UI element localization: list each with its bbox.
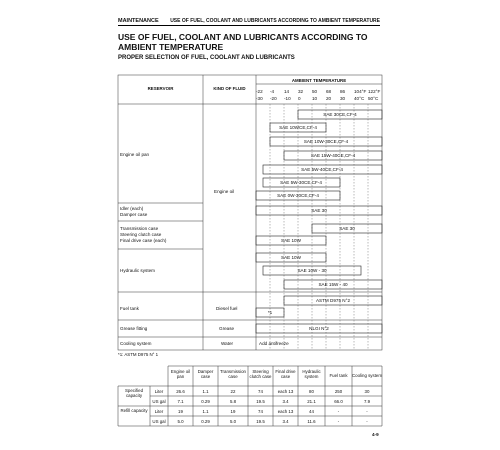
range-sae-30-transmission: SAE 30	[339, 226, 355, 231]
range-sae-30-cf4: SAE 30CE,CF-4	[323, 112, 357, 117]
col-kind-of-fluid: KIND OF FLUID	[213, 86, 246, 91]
page-title	[118, 32, 418, 52]
kind-diesel-fuel: Diesel fuel	[216, 306, 238, 311]
kind-engine-oil: Engine oil	[214, 189, 235, 194]
temp-c-0: -30	[256, 96, 263, 101]
cap-header-steering-clutch-case: Steering clutch case	[249, 369, 272, 379]
cap-header-fuel-tank: Fuel tank	[329, 373, 348, 378]
cap-cell: -	[366, 419, 368, 424]
cap-header-hydraulic-system: Hydraulic system	[302, 369, 321, 379]
reservoir-cooling-system: Cooling system	[120, 341, 152, 346]
cap-cell: 5.8	[229, 399, 237, 404]
temp-f-0: -22	[256, 89, 263, 94]
temp-c-7: 40°C	[354, 96, 365, 101]
cap-cell: 22	[230, 389, 236, 394]
cap-unit-r0: Liter	[154, 389, 164, 394]
cap-cell: 7.9	[363, 399, 371, 404]
cap-cell: 1.1	[202, 409, 209, 414]
range-sae-0w30-cf4: SAE 0W-30CE,CF-4	[277, 193, 319, 198]
section-label: MAINTENANCE	[118, 18, 159, 24]
cap-cell: 80	[309, 389, 314, 394]
cap-cell: 5.0	[177, 419, 184, 424]
page-subtitle: PROPER SELECTION OF FUEL, COOLANT AND LUBRICANTS	[118, 55, 295, 61]
temp-f-6: 86	[340, 89, 346, 94]
range-sae-10w30-hydraulic: SAE 10W - 30	[297, 268, 327, 273]
cap-unit-r2: Liter	[154, 409, 164, 414]
cap-cell: 74	[258, 409, 263, 414]
cap-cell: 26.6	[176, 389, 185, 394]
range-sae-15w40-hydraulic: SAE 15W - 40	[318, 282, 348, 287]
reservoir-fuel-tank: Fuel tank	[120, 306, 139, 311]
cap-cell: -	[337, 419, 340, 424]
temp-c-6: 30	[340, 96, 346, 101]
reservoir-final-drive-case: Final drive case (each)	[120, 238, 167, 243]
cap-unit-r1: US gal	[152, 399, 166, 404]
range-add-antifreeze: Add antifreeze	[259, 341, 289, 346]
cap-cell: 19	[230, 409, 236, 414]
temp-f-1: -4	[270, 89, 275, 94]
temp-c-5: 20	[326, 96, 332, 101]
cap-cell: 11.6	[307, 419, 316, 424]
temp-f-8: 122°F	[368, 89, 381, 94]
cap-header-final-drive-case: Final drive case	[275, 369, 296, 379]
cap-header-damper-case: Damper case	[197, 369, 214, 379]
reservoir-grease-fitting: Grease fitting	[120, 326, 148, 331]
cap-header-engine-oil-pan: Engine oil pan	[170, 369, 191, 379]
temp-c-4: 10	[312, 96, 318, 101]
reservoir-steering-clutch-case: Steering clutch case	[120, 232, 162, 237]
cap-unit-r3: US gal	[152, 419, 166, 424]
cap-cell: 21.1	[307, 399, 316, 404]
range-astm-d975-no1-note: *1	[267, 310, 273, 315]
cap-cell: each 13	[277, 409, 294, 414]
cap-header-cooling-system: Cooling system	[352, 373, 383, 378]
cap-cell: 30	[364, 389, 370, 394]
cap-cell: 5.0	[229, 419, 237, 424]
cap-cell: each 13	[277, 389, 294, 394]
cap-cell: 74	[258, 389, 263, 394]
cap-group-refill: Refill capacity	[120, 408, 148, 413]
cap-cell: 3.4	[282, 419, 289, 424]
col-reservoir: RESERVOIR	[147, 86, 174, 91]
cap-cell: -	[366, 409, 368, 414]
temp-f-2: 14	[284, 89, 290, 94]
cap-cell: 0.29	[201, 399, 210, 404]
cap-cell: 19.5	[256, 419, 265, 424]
reservoir-damper-case: Damper case	[120, 212, 148, 217]
title-line-2: AMBIENT TEMPERATURE	[118, 42, 224, 52]
cap-cell: 19.5	[256, 399, 265, 404]
reservoir-engine-oil-pan: Engine oil pan	[120, 152, 150, 157]
temp-f-7: 104°F	[354, 89, 367, 94]
range-sae-10w30-cf4: SAE 10W-30CE,CF-4	[303, 139, 349, 144]
kind-water: Water	[221, 341, 234, 346]
temp-c-2: -10	[284, 96, 291, 101]
cap-cell: 66.0	[334, 399, 343, 404]
temp-c-3: 0	[298, 96, 301, 101]
range-sae-5w40-cf4: SAE 5W-40CE,CF-4	[301, 167, 343, 172]
cap-cell: 1.1	[202, 389, 209, 394]
page-header	[118, 14, 380, 26]
reservoir-idler: Idler (each)	[120, 206, 144, 211]
title-line-1: USE OF FUEL, COOLANT AND LUBRICANTS ACCORDING TO	[118, 32, 368, 42]
range-nlgi-no2: NLGI N°2	[309, 326, 329, 331]
cap-cell: 7.1	[177, 399, 184, 404]
cap-header-transmission-case: Transmission case	[220, 369, 246, 379]
range-astm-d975-no2: ASTM D975 N°2	[315, 298, 351, 303]
range-sae-5w30-cf4: SAE 5W-30CE,CF-4	[280, 180, 322, 185]
cap-cell: -	[337, 409, 340, 414]
reservoir-transmission-case: Transmission case	[120, 226, 159, 231]
range-sae-30-damper: SAE 30	[311, 208, 327, 213]
temp-c-1: -20	[270, 96, 277, 101]
cap-group-specified: Specified capacity	[124, 388, 144, 398]
temp-f-4: 50	[312, 89, 318, 94]
temp-c-8: 50°C	[368, 96, 379, 101]
range-sae-10w-hydraulic: SAE 10W	[281, 255, 301, 260]
cap-cell: 3.4	[282, 399, 289, 404]
cap-cell: 0.29	[201, 419, 210, 424]
range-sae-10w-transmission: SAE 10W	[281, 238, 301, 243]
temp-f-3: 32	[298, 89, 304, 94]
header-title: USE OF FUEL, COOLANT AND LUBRICANTS ACCORDING TO AMBIENT TEMPERATURE	[170, 18, 380, 24]
footnote: *1: ASTM D975 N° 1	[118, 352, 159, 357]
page-number: 4-9	[372, 432, 379, 437]
col-ambient-temperature: AMBIENT TEMPERATURE	[291, 78, 347, 83]
reservoir-hydraulic-system: Hydraulic system	[120, 268, 155, 273]
range-sae-10w-cf4: SAE 10WCE,CF-4	[279, 125, 317, 130]
kind-grease: Grease	[219, 326, 235, 331]
cap-cell: 44	[309, 409, 314, 414]
cap-cell: 19	[178, 409, 183, 414]
temp-f-5: 68	[326, 89, 332, 94]
range-sae-15w40-cf4: SAE 15W-40CE,CF-4	[310, 153, 356, 158]
cap-cell: 250	[334, 389, 343, 394]
